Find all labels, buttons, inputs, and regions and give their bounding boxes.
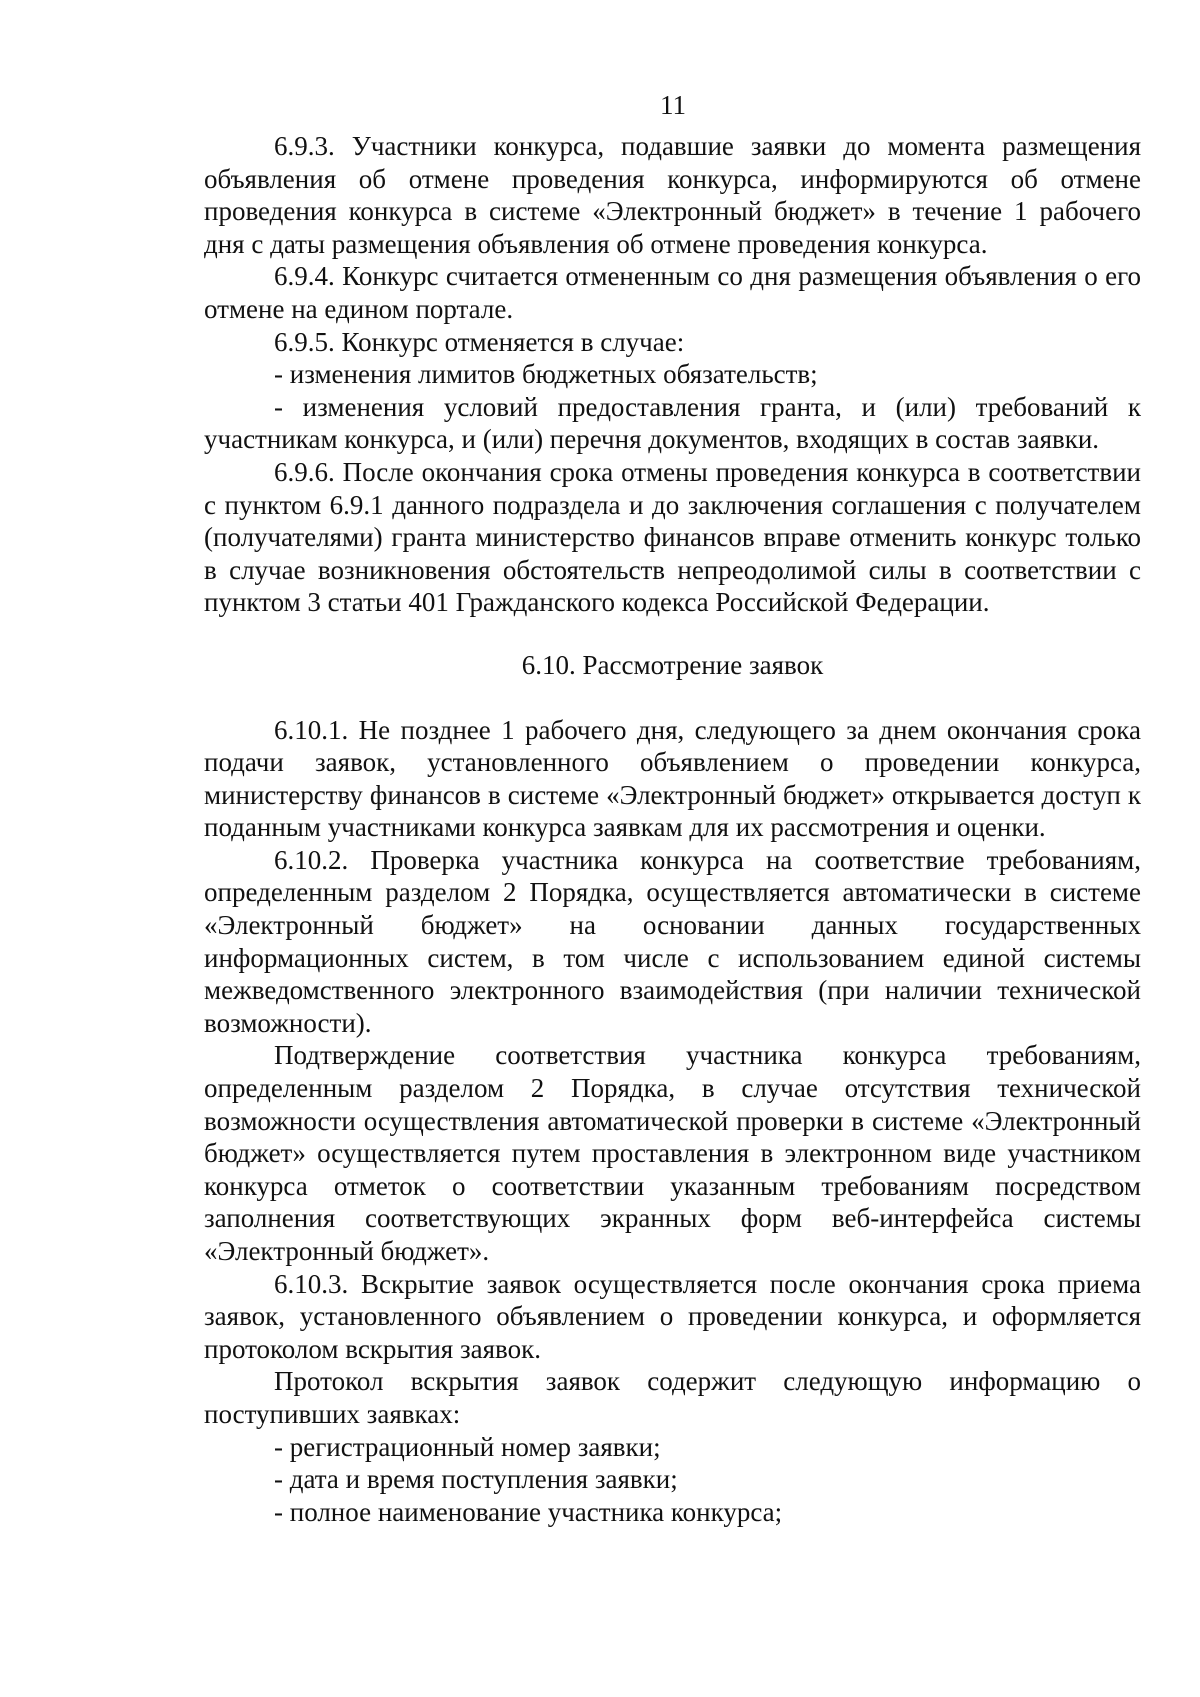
page-number: 11: [660, 90, 686, 120]
list-item-grant-conditions: - изменения условий предоставления гранта, и (или) требований к участникам конкурса, и (или) перечня документов, входящих в состав заявки.: [204, 391, 1141, 455]
paragraph-6-9-3: 6.9.3. Участники конкурса, подавшие заявки до момента размещения объявления об отмене проведения конкурса, информируются об отмене проведения конкурса в системе «Электронный бюджет» в течение 1 рабочего дня с даты размещения объявления об отмене проведения конкурса.: [204, 131, 1141, 259]
list-item-registration-number: - регистрационный номер заявки;: [274, 1431, 661, 1462]
paragraph-6-9-4: 6.9.4. Конкурс считается отмененным со дня размещения объявления о его отмене на едином портале.: [204, 261, 1141, 324]
paragraph-6-9-6: 6.9.6. После окончания срока отмены проведения конкурса в соответствии с пунктом 6.9.1 данного подраздела и до заключения соглашения с получателем (получателями) гранта министерство финансов вправе отменить конкурс только в случае возникновения обстоятельств непреодолимой силы в соответствии с пунктом 3 статьи 401 Гражданского кодекса Российской Федерации.: [204, 456, 1141, 618]
paragraph-6-10-2: 6.10.2. Проверка участника конкурса на соответствие требованиям, определенным разделом 2 Порядка, осуществляется автоматически в системе «Электронный бюджет» на основании данных государственных информационных систем, в том числе с использованием единой системы межведомственного электронного взаимодействия (при наличии технической возможности).: [204, 844, 1141, 1038]
list-item-budget-limits: - изменения лимитов бюджетных обязательств;: [274, 359, 818, 390]
document-body: [204, 130, 1141, 1528]
paragraph-protocol: Протокол вскрытия заявок содержит следующую информацию о поступивших заявках:: [204, 1366, 1141, 1429]
paragraph-6-9-5: 6.9.5. Конкурс отменяется в случае:: [274, 326, 685, 357]
section-heading: 6.10. Рассмотрение заявок: [521, 649, 824, 680]
paragraph-confirmation: Подтверждение соответствия участника конкурса требованиям, определенным разделом 2 Порядка, в случае отсутствия технической возможности осуществления автоматической проверки в системе «Электронный бюджет» осуществляется путем проставления в электронном виде участником конкурса отметок о соответствии указанным требованиям посредством заполнения соответствующих экранных форм веб-интерфейса системы «Электронный бюджет».: [204, 1040, 1141, 1266]
paragraph-6-10-1: 6.10.1. Не позднее 1 рабочего дня, следующего за днем окончания срока подачи заявок, установленного объявлением о проведении конкурса, министерству финансов в системе «Электронный бюджет» открывается доступ к поданным участниками конкурса заявкам для их рассмотрения и оценки.: [204, 714, 1141, 843]
list-item-date-time: - дата и время поступления заявки;: [274, 1464, 678, 1495]
paragraph-6-10-3: 6.10.3. Вскрытие заявок осуществляется после окончания срока приема заявок, установленного объявлением о проведении конкурса, и оформляется протоколом вскрытия заявок.: [204, 1268, 1141, 1364]
list-item-participant-name: - полное наименование участника конкурса;: [274, 1496, 783, 1527]
